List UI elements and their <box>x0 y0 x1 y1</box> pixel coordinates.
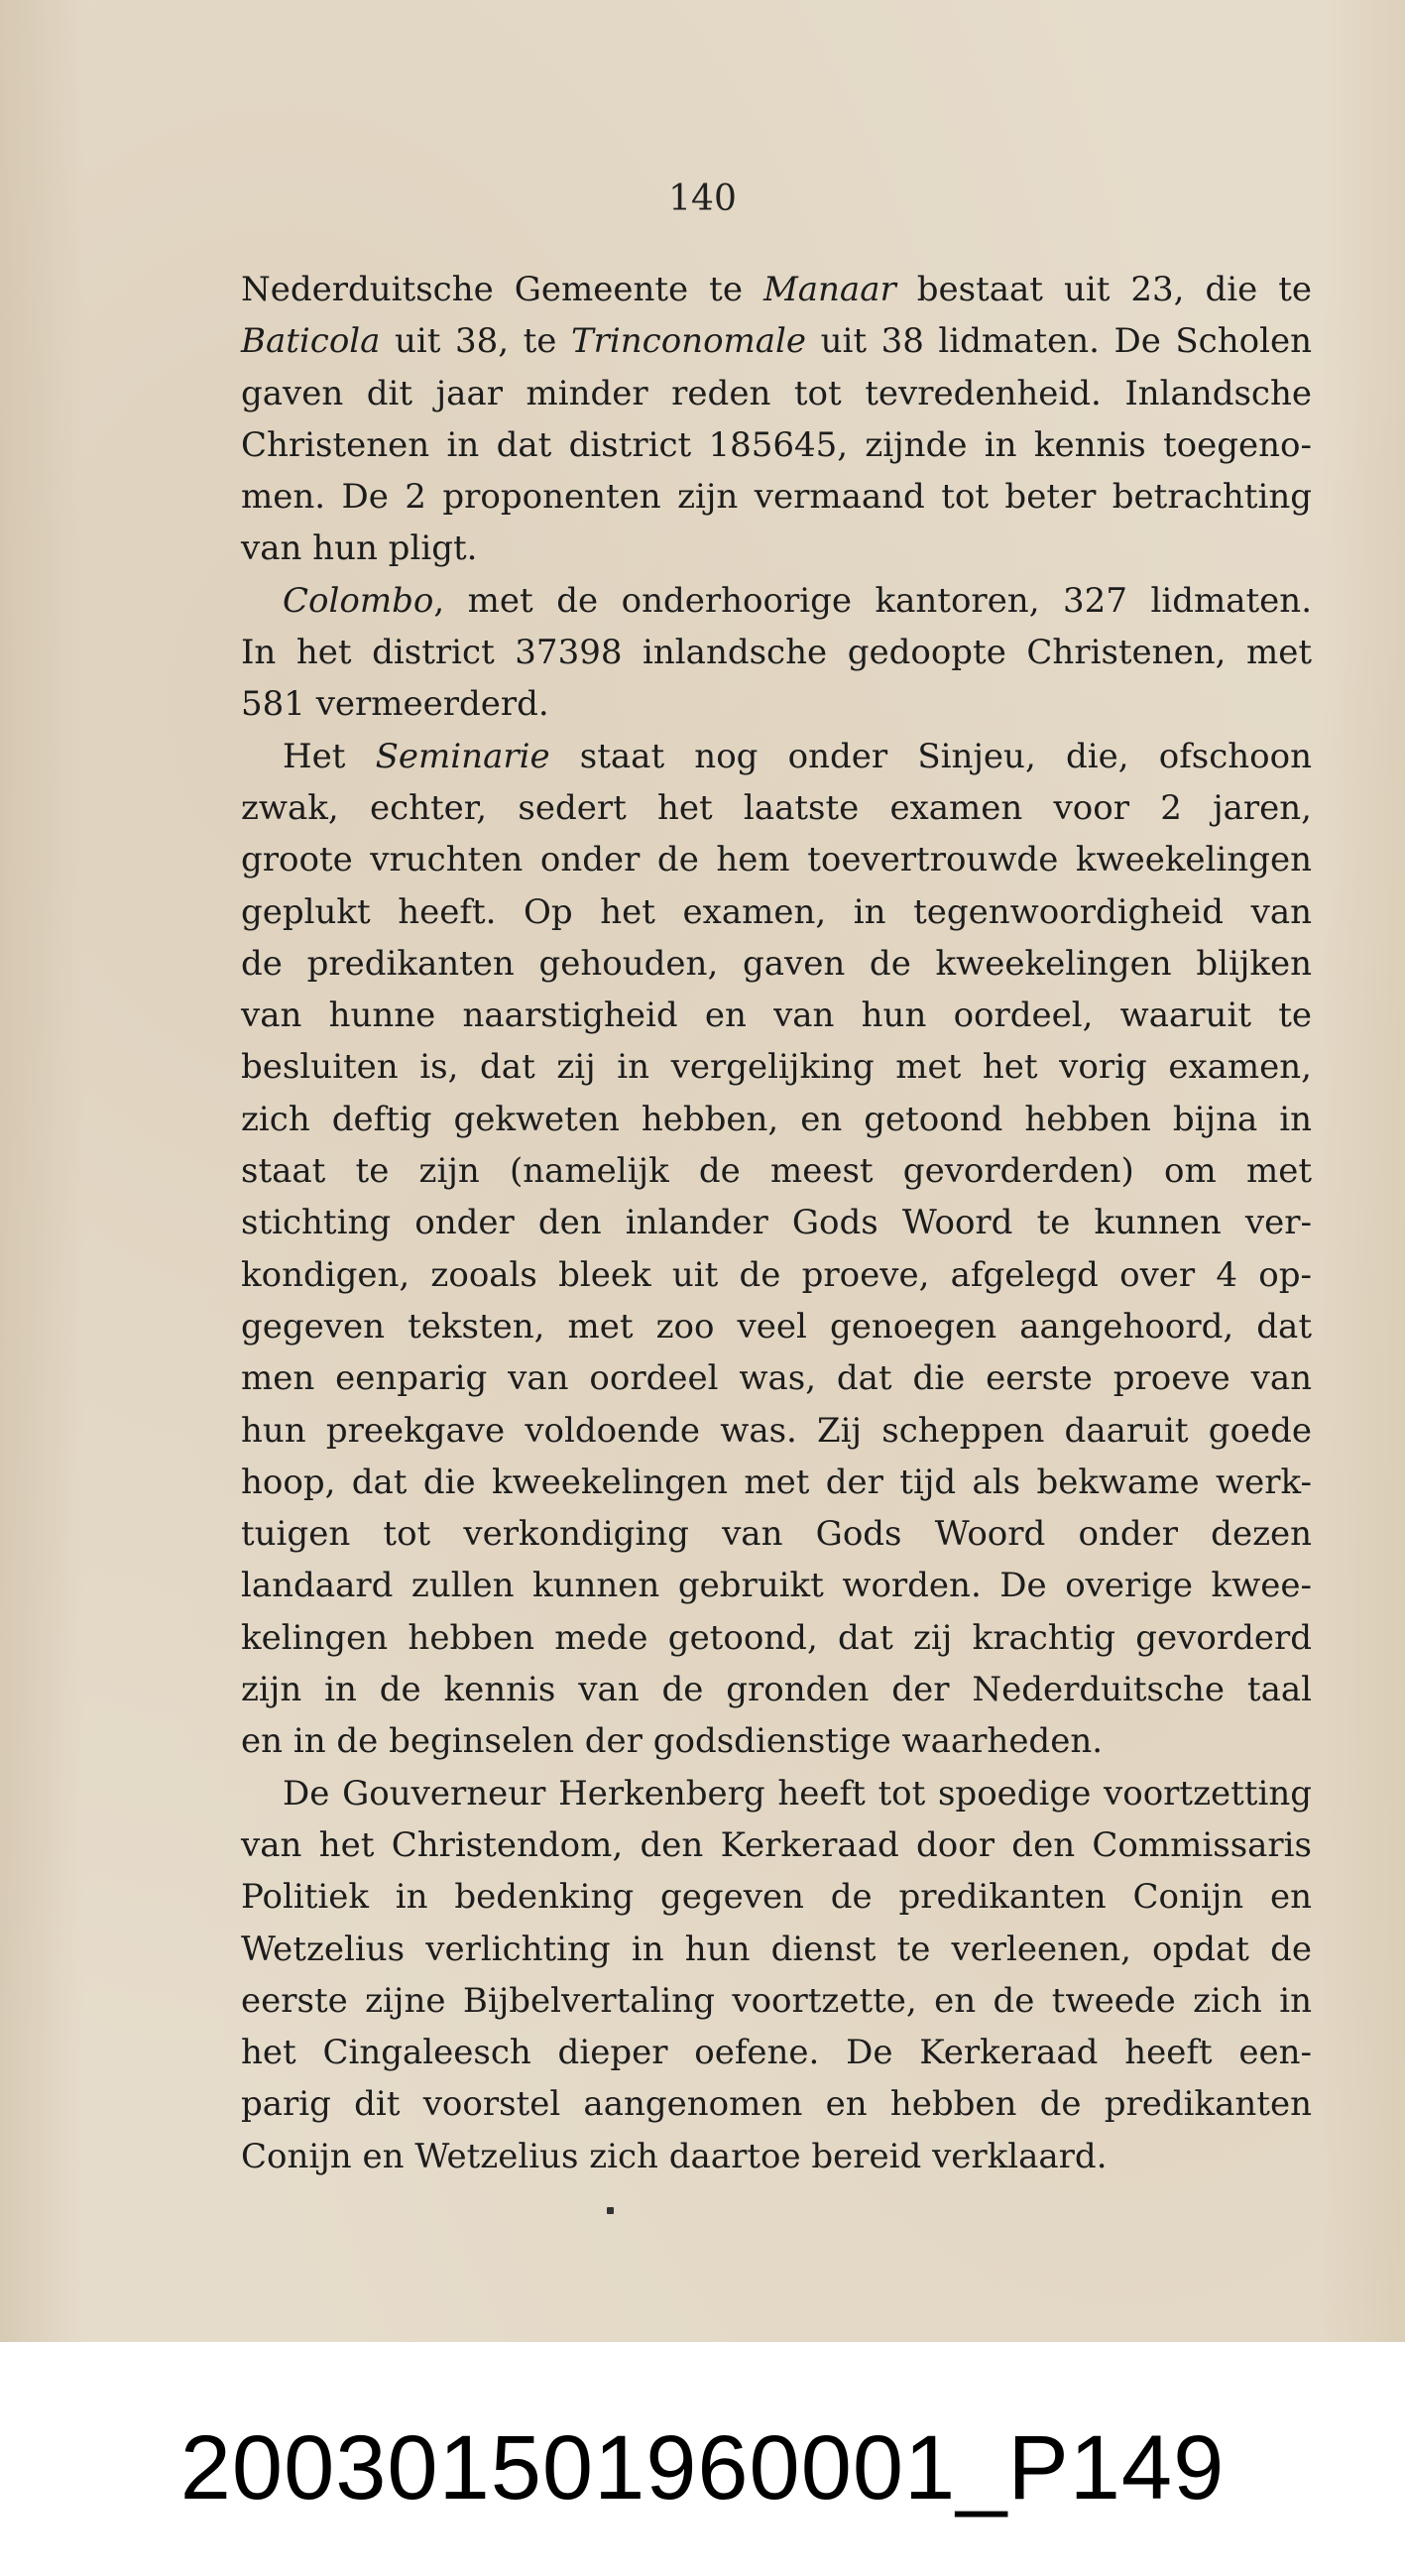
text-line <box>241 2131 1312 2182</box>
text-run: De Gouverneur Herkenberg heeft tot spoedige voortzetting <box>283 1773 1312 1814</box>
text-line <box>241 1560 1312 1611</box>
text-run: geplukt heeft. Op het examen, in tegenwoordigheid van <box>241 891 1312 932</box>
ink-speck <box>607 2207 614 2214</box>
text-run: eerste zijne Bijbelvertaling voortzette, en de tweede zich in <box>241 1980 1312 2021</box>
text-line <box>241 1924 1312 1975</box>
text-line <box>241 315 1312 367</box>
text-line <box>241 368 1312 419</box>
text-run: bestaat uit 23, die te <box>895 270 1312 309</box>
text-line <box>241 1612 1312 1664</box>
text-line <box>241 523 1312 574</box>
page-number: 140 <box>668 178 737 219</box>
text-run: hoop, dat die kweekelingen met der tijd als bekwame werk- <box>241 1462 1312 1502</box>
text-run: van hunne naarstigheid en van hun oordeel, waaruit te <box>241 995 1312 1036</box>
text-line <box>241 678 1312 730</box>
text-line <box>241 575 1312 627</box>
text-run: landaard zullen kunnen gebruikt worden. De overige kwee- <box>241 1566 1312 1606</box>
text-run: men. De 2 proponenten zijn vermaand tot beter betrachting <box>241 477 1312 518</box>
text-run: Het <box>283 736 376 776</box>
text-run: besluiten is, dat zij in vergelijking met het vorig examen, <box>241 1047 1312 1088</box>
italic-place-name: Manaar <box>762 270 896 309</box>
body-text <box>241 264 1312 2182</box>
text-run: Wetzelius verlichting in hun dienst te verleenen, opdat de <box>241 1929 1312 1969</box>
text-run: In het district 37398 inlandsche gedoopte Christenen, met <box>241 633 1312 673</box>
text-line <box>241 1301 1312 1352</box>
italic-place-name: Trinconomale <box>570 321 807 362</box>
text-line <box>241 1041 1312 1093</box>
italic-place-name: Colombo <box>283 580 434 621</box>
text-line <box>241 1975 1312 2027</box>
text-run: groote vruchten onder de hem toevertrouwde kweekelingen <box>241 840 1312 880</box>
text-line <box>241 1249 1312 1301</box>
text-line <box>241 264 1312 315</box>
text-line <box>241 731 1312 782</box>
text-run: tuigen tot verkondiging van Gods Woord onder dezen <box>241 1514 1312 1555</box>
text-run: staat te zijn (namelijk de meest gevorderden) om met <box>241 1151 1312 1192</box>
text-run: Conijn en Wetzelius zich daartoe bereid verklaard. <box>241 2136 1108 2176</box>
italic-place-name: Seminarie <box>375 736 550 776</box>
text-run: zijn in de kennis van de gronden der Nederduitsche taal <box>241 1670 1312 1710</box>
text-line <box>241 2027 1312 2078</box>
text-line <box>241 1508 1312 1560</box>
text-line <box>241 1457 1312 1508</box>
text-line <box>241 1405 1312 1457</box>
text-run: van het Christendom, den Kerkeraad door den Commissaris <box>241 1824 1312 1865</box>
text-run: de predikanten gehouden, gaven de kweekelingen blijken <box>241 943 1312 984</box>
text-line <box>241 1715 1312 1767</box>
text-line <box>241 471 1312 523</box>
text-line <box>241 1352 1312 1404</box>
text-line <box>241 990 1312 1041</box>
text-run: kelingen hebben mede getoond, dat zij krachtig gevorderd <box>241 1617 1312 1658</box>
text-run: parig dit voorstel aangenomen en hebben de predikanten <box>241 2084 1312 2125</box>
text-run: stichting onder den inlander Gods Woord te kunnen ver- <box>241 1203 1312 1243</box>
text-line <box>241 627 1312 678</box>
text-run: 581 vermeerderd. <box>241 684 549 725</box>
italic-place-name: Baticola <box>241 321 381 362</box>
text-line <box>241 886 1312 938</box>
text-line <box>241 1094 1312 1145</box>
text-run: staat nog onder Sinjeu, die, ofschoon <box>549 736 1313 776</box>
text-line <box>241 1768 1312 1819</box>
text-run: zich deftig gekweten hebben, en getoond hebben bijna in <box>241 1099 1312 1139</box>
text-line <box>241 419 1312 471</box>
text-run: gaven dit jaar minder reden tot tevredenheid. Inlandsche <box>241 373 1312 413</box>
text-run: hun preekgave voldoende was. Zij scheppen daaruit goede <box>241 1410 1312 1451</box>
scan-identifier: 20030150196000‌1_P149 <box>179 2416 1226 2518</box>
text-run: gegeven teksten, met zoo veel genoegen aangehoord, dat <box>241 1306 1312 1347</box>
text-run: Politiek in bedenking gegeven de predikanten Conijn en <box>241 1877 1312 1918</box>
text-line <box>241 834 1312 885</box>
text-run: uit 38 lidmaten. De Scholen <box>806 321 1312 362</box>
text-run: uit 38, te <box>380 321 571 362</box>
text-run: en in de beginselen der godsdienstige waarheden. <box>241 1721 1104 1762</box>
text-run: Christenen in dat district 185645, zijnde in kennis toegeno- <box>241 424 1312 465</box>
text-run: het Cingaleesch dieper oefene. De Kerkeraad heeft een- <box>241 2033 1312 2073</box>
text-run: men eenparig van oordeel was, dat die eerste proeve van <box>241 1358 1312 1399</box>
text-line <box>241 782 1312 834</box>
text-run: kondigen, zooals bleek uit de proeve, afgelegd over 4 op- <box>241 1254 1312 1295</box>
text-line <box>241 1664 1312 1715</box>
text-run: van hun pligt. <box>241 528 478 569</box>
text-line <box>241 1145 1312 1197</box>
text-run: , met de onderhoorige kantoren, 327 lidmaten. <box>433 580 1312 621</box>
text-line <box>241 1871 1312 1923</box>
text-line <box>241 1819 1312 1871</box>
text-line <box>241 938 1312 990</box>
text-line <box>241 1197 1312 1248</box>
text-run: Nederduitsche Gemeente te <box>241 270 763 309</box>
text-run: zwak, echter, sedert het laatste examen voor 2 jaren, <box>241 787 1312 828</box>
text-line <box>241 2078 1312 2130</box>
